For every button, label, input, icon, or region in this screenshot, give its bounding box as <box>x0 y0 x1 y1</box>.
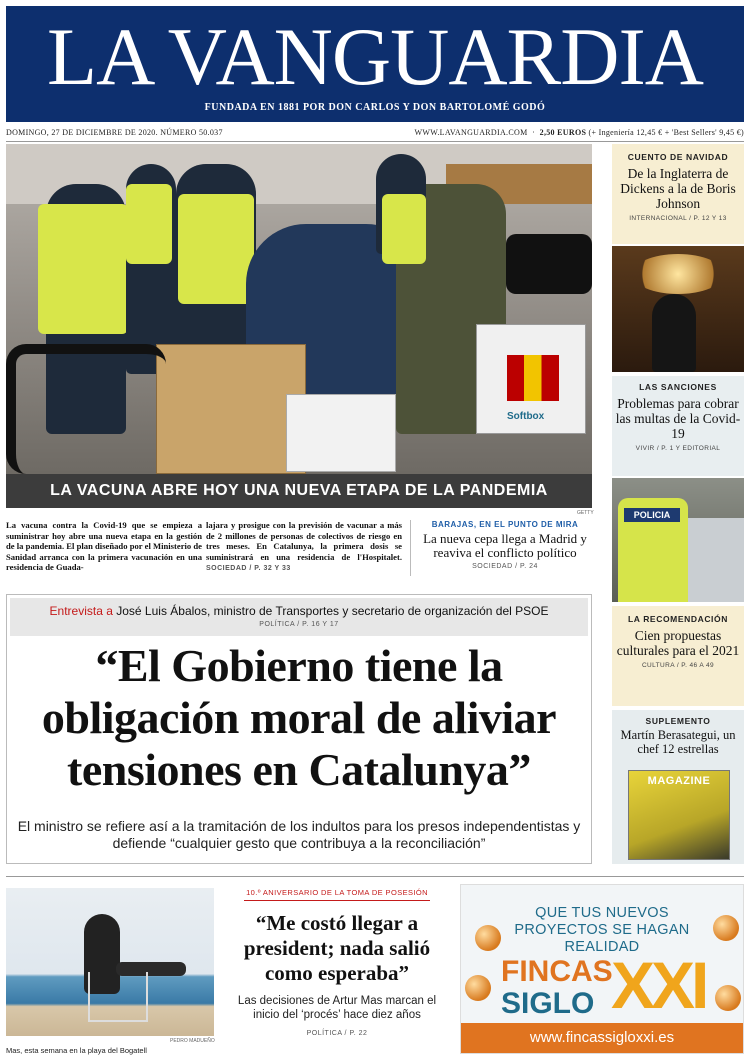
website-link[interactable]: WWW.LAVANGUARDIA.COM <box>414 128 528 137</box>
recomendacion-headline: Cien propuestas culturales para el 2021 <box>616 628 740 658</box>
sidebar-recomendacion[interactable] <box>612 606 744 706</box>
kicker-rule <box>244 900 430 901</box>
photo-credit: GETTY <box>577 510 594 516</box>
mas-story[interactable] <box>224 888 450 1037</box>
dateline <box>6 126 744 140</box>
magazine-cover <box>628 770 730 860</box>
ad-url[interactable]: www.fincassigloxxi.es <box>461 1023 743 1053</box>
interview-label: Entrevista a <box>49 604 113 618</box>
mas-caption: Mas, esta semana en la playa del Bogatell <box>6 1046 147 1055</box>
beach-chair <box>88 972 148 1022</box>
chandelier <box>632 254 724 294</box>
ad-brand-xxi: XXI <box>611 948 706 1022</box>
suplemento-kicker: SUPLEMENTO <box>645 716 711 726</box>
sidebar-cuento[interactable] <box>612 144 744 244</box>
price-extra: (+ Ingeniería 12,45 € + 'Best Sellers' 9,45 €) <box>588 128 744 137</box>
cuento-ref: INTERNACIONAL / P. 12 Y 13 <box>629 215 727 222</box>
spain-flag <box>507 355 559 401</box>
barajas-headline: La nueva cepa llega a Madrid y reaviva el conflicto político <box>423 531 587 560</box>
price-line: WWW.LAVANGUARDIA.COM · 2,50 EUROS (+ Ingeniería 12,45 € + 'Best Sellers' 9,45 €) <box>414 128 744 137</box>
mas-headline: “Me costó llegar a president; nada salió como esperaba” <box>243 911 431 985</box>
vaccine-container <box>286 394 396 472</box>
recomendacion-kicker: LA RECOMENDACIÓN <box>628 614 728 624</box>
sanciones-kicker: LAS SANCIONES <box>639 382 717 392</box>
hi-vis-vest <box>382 194 426 264</box>
interview-headline[interactable]: “El Gobierno tiene la obligación moral de aliviar tensiones en Catalunya” <box>41 640 557 795</box>
interview-intro-line <box>10 604 588 618</box>
lead-text: lajara y prosigue con la previsión de vacunar a más de 2 millones de personas de colectivos de riesgo en tres meses. En Catalunya, la primera dosis se suministrará en una residencia de l'Hospitalet. <box>206 520 402 562</box>
barajas-kicker: BARAJAS, EN EL PUNTO DE MIRA <box>431 520 579 529</box>
camera <box>506 234 592 294</box>
ad-brand-fincas: FINCAS <box>501 955 613 988</box>
top-hat-figure <box>652 294 696 372</box>
magazine-title: MAGAZINE <box>647 775 711 787</box>
ornament-icon <box>713 915 739 941</box>
hi-vis-vest <box>126 184 172 264</box>
police-label: POLICIA <box>624 508 680 522</box>
cardboard-box <box>156 344 306 474</box>
barajas-ref: SOCIEDAD / P. 24 <box>472 563 538 570</box>
suplemento-headline: Martín Berasategui, un chef 12 estrellas <box>620 728 736 756</box>
ornament-icon <box>465 975 491 1001</box>
police-photo <box>612 478 744 602</box>
divider <box>6 141 744 142</box>
ornament-icon <box>475 925 501 951</box>
mas-ref: POLÍTICA / P. 22 <box>306 1030 368 1037</box>
divider <box>6 876 744 877</box>
sanciones-headline: Problemas para cobrar las multas de la Covid-19 <box>615 396 741 441</box>
newspaper-logo: LA VANGUARDIA <box>47 11 703 102</box>
column-divider <box>410 520 411 576</box>
barajas-story[interactable] <box>418 520 592 570</box>
founded-line: FUNDADA EN 1881 POR DON CARLOS Y DON BARTOLOMÉ GODÓ <box>204 102 546 113</box>
ad-tagline: QUE TUS NUEVOS PROYECTOS SE HAGAN REALIDAD <box>514 905 690 955</box>
hi-vis-vest <box>178 194 254 304</box>
interview-ref: POLÍTICA / P. 16 Y 17 <box>259 621 339 628</box>
interview-intro[interactable] <box>10 598 588 636</box>
masthead <box>6 6 744 122</box>
police-vest <box>618 498 688 602</box>
car <box>688 518 744 602</box>
cuento-photo <box>612 246 744 372</box>
main-caption[interactable]: LA VACUNA ABRE HOY UNA NUEVA ETAPA DE LA PANDEMIA <box>6 474 592 508</box>
lead-ref[interactable]: SOCIEDAD / P. 32 Y 33 <box>206 565 291 572</box>
softbox-box <box>476 324 586 434</box>
mas-photo-credit: PEDRO MADUEÑO <box>170 1038 215 1044</box>
lead-text-col2 <box>206 520 402 575</box>
interview-subject: José Luis Ábalos, ministro de Transportes y secretario de organización del PSOE <box>116 604 549 618</box>
hi-vis-vest <box>38 204 128 334</box>
sidebar-sanciones[interactable] <box>612 376 744 476</box>
recomendacion-ref: CULTURA / P. 46 A 49 <box>641 662 715 669</box>
sanciones-ref: VIVIR / P. 1 Y EDITORIAL <box>635 445 721 452</box>
interview-subtitle: El ministro se refiere así a la tramitación de los indultos para los presos independentistas y defiende “cualquier gesto que contribuya a la reconciliación” <box>17 818 581 851</box>
mas-photo <box>6 888 214 1036</box>
cuento-kicker: CUENTO DE NAVIDAD <box>627 152 729 162</box>
main-photo <box>6 144 592 474</box>
advertisement[interactable] <box>460 884 744 1054</box>
ad-brand-siglo: SIGLO <box>501 987 595 1020</box>
cuento-headline: De la Inglaterra de Dickens a la de Boris Johnson <box>620 166 736 211</box>
pallet-jack <box>6 344 166 474</box>
price: 2,50 EUROS <box>539 128 587 137</box>
mas-subtitle: Las decisiones de Artur Mas marcan el inicio del ‘procés’ hace diez años <box>237 995 437 1021</box>
mas-kicker: 10.º ANIVERSARIO DE LA TOMA DE POSESIÓN <box>246 888 428 897</box>
sidebar-suplemento[interactable] <box>612 710 744 864</box>
issue-date: DOMINGO, 27 DE DICIEMBRE DE 2020. NÚMERO 50.037 <box>6 128 223 137</box>
ornament-icon <box>715 985 741 1011</box>
lead-text-col1: La vacuna contra la Covid-19 que se empieza a suministrar hoy abre una nueva etapa en la gestión de la pandemia. El plan diseñado por el Ministerio de Sanidad arranca con la primera vacunación en una residencia de Guada- <box>6 520 202 572</box>
softbox-label: Softbox <box>507 411 545 422</box>
